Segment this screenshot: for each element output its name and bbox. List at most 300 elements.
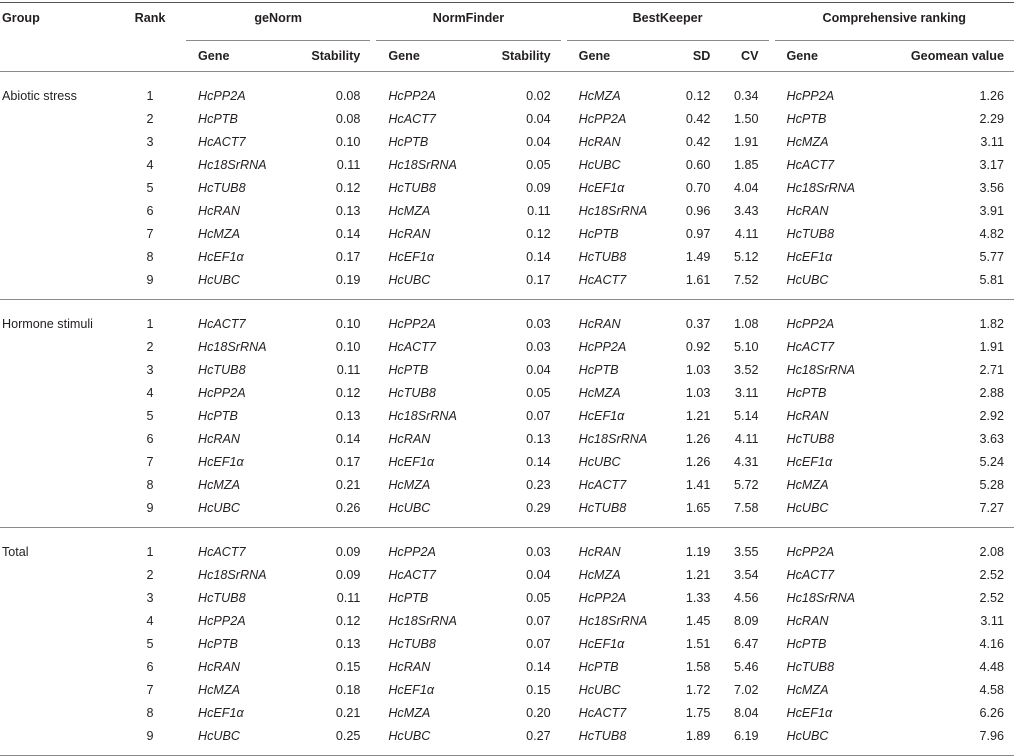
bestkeeper-cv-cell: 7.52 <box>720 268 768 300</box>
genorm-stability-cell: 0.17 <box>292 245 371 268</box>
comprehensive-gene-cell: HcACT7 <box>775 563 881 586</box>
genorm-stability-cell: 0.14 <box>292 222 371 245</box>
genorm-gene-cell: HcPP2A <box>186 381 292 404</box>
normfinder-stability-cell: 0.03 <box>482 528 561 564</box>
rank-cell: 2 <box>114 335 186 358</box>
rank-cell: 9 <box>114 268 186 300</box>
bestkeeper-sd-cell: 1.51 <box>672 632 720 655</box>
table-row <box>0 496 1014 528</box>
genorm-stability-cell: 0.10 <box>292 300 371 336</box>
table-row <box>0 701 1014 724</box>
geomean-value-cell: 4.48 <box>880 655 1014 678</box>
genorm-gene-cell: HcUBC <box>186 496 292 528</box>
normfinder-gene-cell: HcPP2A <box>376 72 482 108</box>
genorm-stability-cell: 0.14 <box>292 427 371 450</box>
genorm-stability-cell: 0.13 <box>292 404 371 427</box>
normfinder-gene-cell: HcTUB8 <box>376 632 482 655</box>
genorm-stability-cell: 0.09 <box>292 528 371 564</box>
normfinder-stability-cell: 0.14 <box>482 245 561 268</box>
genorm-stability-cell: 0.12 <box>292 176 371 199</box>
geomean-value-cell: 6.26 <box>880 701 1014 724</box>
rank-cell: 8 <box>114 473 186 496</box>
comprehensive-gene-cell: HcEF1α <box>775 245 881 268</box>
bestkeeper-gene-cell: HcMZA <box>567 72 673 108</box>
normfinder-gene-cell: HcUBC <box>376 268 482 300</box>
bestkeeper-gene-cell: HcUBC <box>567 450 673 473</box>
bestkeeper-gene-cell: HcACT7 <box>567 473 673 496</box>
normfinder-stability-cell: 0.11 <box>482 199 561 222</box>
header-comprehensive-gene: Gene <box>775 41 881 72</box>
genorm-stability-cell: 0.10 <box>292 335 371 358</box>
bestkeeper-gene-cell: HcTUB8 <box>567 724 673 756</box>
normfinder-stability-cell: 0.14 <box>482 450 561 473</box>
normfinder-stability-cell: 0.02 <box>482 72 561 108</box>
geomean-value-cell: 3.56 <box>880 176 1014 199</box>
normfinder-stability-cell: 0.27 <box>482 724 561 756</box>
bestkeeper-sd-cell: 1.41 <box>672 473 720 496</box>
genorm-gene-cell: HcRAN <box>186 427 292 450</box>
normfinder-stability-cell: 0.15 <box>482 678 561 701</box>
genorm-gene-cell: HcEF1α <box>186 701 292 724</box>
geomean-value-cell: 3.63 <box>880 427 1014 450</box>
group-label: Hormone stimuli <box>0 300 114 336</box>
bestkeeper-sd-cell: 0.92 <box>672 335 720 358</box>
normfinder-stability-cell: 0.07 <box>482 404 561 427</box>
bestkeeper-gene-cell: Hc18SrRNA <box>567 199 673 222</box>
bestkeeper-sd-cell: 0.37 <box>672 300 720 336</box>
comprehensive-gene-cell: Hc18SrRNA <box>775 586 881 609</box>
genorm-gene-cell: HcACT7 <box>186 528 292 564</box>
rank-cell: 8 <box>114 701 186 724</box>
bestkeeper-cv-cell: 0.34 <box>720 72 768 108</box>
rank-cell: 6 <box>114 655 186 678</box>
geomean-value-cell: 7.96 <box>880 724 1014 756</box>
rank-cell: 2 <box>114 107 186 130</box>
table-row <box>0 678 1014 701</box>
table-row <box>0 563 1014 586</box>
bestkeeper-sd-cell: 1.45 <box>672 609 720 632</box>
genorm-gene-cell: HcMZA <box>186 473 292 496</box>
table-row <box>0 655 1014 678</box>
bestkeeper-sd-cell: 1.89 <box>672 724 720 756</box>
normfinder-gene-cell: HcEF1α <box>376 245 482 268</box>
rank-cell: 5 <box>114 176 186 199</box>
bestkeeper-sd-cell: 1.03 <box>672 358 720 381</box>
rank-cell: 7 <box>114 222 186 245</box>
genorm-gene-cell: HcRAN <box>186 199 292 222</box>
genorm-gene-cell: HcPTB <box>186 404 292 427</box>
bestkeeper-gene-cell: HcRAN <box>567 528 673 564</box>
bestkeeper-cv-cell: 3.43 <box>720 199 768 222</box>
genorm-gene-cell: HcEF1α <box>186 450 292 473</box>
bestkeeper-cv-cell: 4.31 <box>720 450 768 473</box>
bestkeeper-gene-cell: HcPP2A <box>567 586 673 609</box>
normfinder-stability-cell: 0.05 <box>482 586 561 609</box>
rank-cell: 2 <box>114 563 186 586</box>
rank-cell: 1 <box>114 528 186 564</box>
table-row <box>0 153 1014 176</box>
table-row <box>0 724 1014 756</box>
comprehensive-gene-cell: HcPTB <box>775 381 881 404</box>
normfinder-gene-cell: HcRAN <box>376 655 482 678</box>
bestkeeper-gene-cell: HcPP2A <box>567 107 673 130</box>
rank-cell: 6 <box>114 427 186 450</box>
normfinder-gene-cell: HcUBC <box>376 496 482 528</box>
genorm-stability-cell: 0.12 <box>292 609 371 632</box>
bestkeeper-gene-cell: HcACT7 <box>567 701 673 724</box>
header-bestkeeper-sd: SD <box>672 41 720 72</box>
bestkeeper-sd-cell: 1.26 <box>672 427 720 450</box>
normfinder-gene-cell: HcMZA <box>376 199 482 222</box>
bestkeeper-sd-cell: 1.03 <box>672 381 720 404</box>
rank-cell: 5 <box>114 632 186 655</box>
header-bestkeeper-gene: Gene <box>567 41 673 72</box>
genorm-stability-cell: 0.26 <box>292 496 371 528</box>
genorm-stability-cell: 0.13 <box>292 199 371 222</box>
bestkeeper-cv-cell: 7.58 <box>720 496 768 528</box>
bestkeeper-sd-cell: 0.42 <box>672 130 720 153</box>
bestkeeper-gene-cell: HcEF1α <box>567 632 673 655</box>
bestkeeper-sd-cell: 0.70 <box>672 176 720 199</box>
geomean-value-cell: 3.17 <box>880 153 1014 176</box>
bestkeeper-sd-cell: 1.61 <box>672 268 720 300</box>
comprehensive-gene-cell: Hc18SrRNA <box>775 358 881 381</box>
normfinder-gene-cell: HcTUB8 <box>376 381 482 404</box>
table-row <box>0 586 1014 609</box>
normfinder-gene-cell: Hc18SrRNA <box>376 609 482 632</box>
normfinder-stability-cell: 0.23 <box>482 473 561 496</box>
geomean-value-cell: 1.82 <box>880 300 1014 336</box>
header-normfinder: NormFinder <box>376 3 560 41</box>
rank-cell: 4 <box>114 381 186 404</box>
bestkeeper-cv-cell: 6.19 <box>720 724 768 756</box>
bestkeeper-sd-cell: 1.75 <box>672 701 720 724</box>
normfinder-stability-cell: 0.04 <box>482 130 561 153</box>
comprehensive-gene-cell: HcPTB <box>775 107 881 130</box>
bestkeeper-cv-cell: 4.56 <box>720 586 768 609</box>
header-comprehensive: Comprehensive ranking <box>775 3 1014 41</box>
genorm-gene-cell: HcTUB8 <box>186 176 292 199</box>
normfinder-gene-cell: HcRAN <box>376 427 482 450</box>
genorm-stability-cell: 0.13 <box>292 632 371 655</box>
comprehensive-gene-cell: HcUBC <box>775 724 881 756</box>
normfinder-stability-cell: 0.07 <box>482 632 561 655</box>
normfinder-gene-cell: HcPTB <box>376 358 482 381</box>
bestkeeper-gene-cell: HcMZA <box>567 563 673 586</box>
geomean-value-cell: 2.88 <box>880 381 1014 404</box>
genorm-gene-cell: Hc18SrRNA <box>186 563 292 586</box>
bestkeeper-gene-cell: HcUBC <box>567 678 673 701</box>
comprehensive-gene-cell: HcMZA <box>775 130 881 153</box>
genorm-stability-cell: 0.17 <box>292 450 371 473</box>
bestkeeper-cv-cell: 1.85 <box>720 153 768 176</box>
table-row <box>0 268 1014 300</box>
normfinder-gene-cell: HcEF1α <box>376 678 482 701</box>
table-row <box>0 404 1014 427</box>
normfinder-stability-cell: 0.03 <box>482 300 561 336</box>
geomean-value-cell: 4.82 <box>880 222 1014 245</box>
bestkeeper-sd-cell: 1.65 <box>672 496 720 528</box>
comprehensive-gene-cell: HcRAN <box>775 609 881 632</box>
bestkeeper-cv-cell: 3.52 <box>720 358 768 381</box>
genorm-gene-cell: HcUBC <box>186 724 292 756</box>
normfinder-stability-cell: 0.04 <box>482 563 561 586</box>
bestkeeper-gene-cell: HcTUB8 <box>567 496 673 528</box>
genorm-gene-cell: HcACT7 <box>186 130 292 153</box>
normfinder-stability-cell: 0.20 <box>482 701 561 724</box>
comprehensive-gene-cell: HcACT7 <box>775 335 881 358</box>
geomean-value-cell: 7.27 <box>880 496 1014 528</box>
normfinder-stability-cell: 0.12 <box>482 222 561 245</box>
table-row <box>0 609 1014 632</box>
rank-cell: 7 <box>114 678 186 701</box>
normfinder-stability-cell: 0.04 <box>482 358 561 381</box>
header-group: Group <box>0 3 114 41</box>
header-genorm: geNorm <box>186 3 370 41</box>
normfinder-gene-cell: HcTUB8 <box>376 176 482 199</box>
genorm-stability-cell: 0.11 <box>292 358 371 381</box>
table-row <box>0 358 1014 381</box>
comprehensive-gene-cell: HcTUB8 <box>775 222 881 245</box>
comprehensive-gene-cell: HcPP2A <box>775 300 881 336</box>
rank-cell: 3 <box>114 358 186 381</box>
bestkeeper-cv-cell: 5.72 <box>720 473 768 496</box>
bestkeeper-cv-cell: 5.14 <box>720 404 768 427</box>
header-row-sub <box>0 41 1014 72</box>
genorm-stability-cell: 0.08 <box>292 107 371 130</box>
group-label: Abiotic stress <box>0 72 114 108</box>
geomean-value-cell: 3.11 <box>880 609 1014 632</box>
comprehensive-gene-cell: HcUBC <box>775 268 881 300</box>
table-row <box>0 381 1014 404</box>
geomean-value-cell: 2.08 <box>880 528 1014 564</box>
genorm-gene-cell: HcPTB <box>186 107 292 130</box>
genorm-gene-cell: HcTUB8 <box>186 358 292 381</box>
header-genorm-gene: Gene <box>186 41 292 72</box>
table-row <box>0 72 1014 108</box>
geomean-value-cell: 1.26 <box>880 72 1014 108</box>
genorm-gene-cell: HcMZA <box>186 678 292 701</box>
normfinder-gene-cell: HcUBC <box>376 724 482 756</box>
normfinder-stability-cell: 0.17 <box>482 268 561 300</box>
bestkeeper-gene-cell: HcPTB <box>567 222 673 245</box>
geomean-value-cell: 4.16 <box>880 632 1014 655</box>
table-row <box>0 222 1014 245</box>
bestkeeper-sd-cell: 1.19 <box>672 528 720 564</box>
genorm-stability-cell: 0.08 <box>292 72 371 108</box>
header-normfinder-gene: Gene <box>376 41 482 72</box>
normfinder-gene-cell: HcACT7 <box>376 335 482 358</box>
geomean-value-cell: 4.58 <box>880 678 1014 701</box>
geomean-value-cell: 3.91 <box>880 199 1014 222</box>
geomean-value-cell: 2.29 <box>880 107 1014 130</box>
normfinder-gene-cell: HcRAN <box>376 222 482 245</box>
bestkeeper-sd-cell: 1.49 <box>672 245 720 268</box>
bestkeeper-sd-cell: 1.21 <box>672 563 720 586</box>
rank-cell: 9 <box>114 496 186 528</box>
genorm-gene-cell: HcPP2A <box>186 72 292 108</box>
rank-cell: 1 <box>114 72 186 108</box>
bestkeeper-cv-cell: 5.46 <box>720 655 768 678</box>
normfinder-gene-cell: HcPP2A <box>376 300 482 336</box>
rank-cell: 9 <box>114 724 186 756</box>
bestkeeper-gene-cell: HcEF1α <box>567 404 673 427</box>
comprehensive-gene-cell: HcACT7 <box>775 153 881 176</box>
table-row <box>0 176 1014 199</box>
bestkeeper-sd-cell: 0.42 <box>672 107 720 130</box>
bestkeeper-gene-cell: HcRAN <box>567 130 673 153</box>
rank-cell: 7 <box>114 450 186 473</box>
table-row <box>0 300 1014 336</box>
genorm-stability-cell: 0.11 <box>292 586 371 609</box>
comprehensive-gene-cell: Hc18SrRNA <box>775 176 881 199</box>
normfinder-stability-cell: 0.07 <box>482 609 561 632</box>
bestkeeper-cv-cell: 4.04 <box>720 176 768 199</box>
bestkeeper-sd-cell: 0.97 <box>672 222 720 245</box>
header-bestkeeper-cv: CV <box>720 41 768 72</box>
table-row <box>0 130 1014 153</box>
genorm-gene-cell: Hc18SrRNA <box>186 153 292 176</box>
bestkeeper-cv-cell: 8.09 <box>720 609 768 632</box>
comprehensive-gene-cell: HcUBC <box>775 496 881 528</box>
normfinder-stability-cell: 0.09 <box>482 176 561 199</box>
rank-cell: 8 <box>114 245 186 268</box>
normfinder-gene-cell: HcPTB <box>376 130 482 153</box>
table-row <box>0 473 1014 496</box>
bestkeeper-gene-cell: HcTUB8 <box>567 245 673 268</box>
genorm-stability-cell: 0.25 <box>292 724 371 756</box>
normfinder-stability-cell: 0.05 <box>482 153 561 176</box>
comprehensive-gene-cell: HcMZA <box>775 473 881 496</box>
normfinder-stability-cell: 0.29 <box>482 496 561 528</box>
comprehensive-gene-cell: HcRAN <box>775 404 881 427</box>
bestkeeper-sd-cell: 0.12 <box>672 72 720 108</box>
comprehensive-gene-cell: HcTUB8 <box>775 427 881 450</box>
table-row <box>0 107 1014 130</box>
bestkeeper-cv-cell: 7.02 <box>720 678 768 701</box>
bestkeeper-cv-cell: 1.08 <box>720 300 768 336</box>
bestkeeper-gene-cell: HcUBC <box>567 153 673 176</box>
header-geomean: Geomean value <box>880 41 1014 72</box>
bestkeeper-sd-cell: 0.60 <box>672 153 720 176</box>
genorm-stability-cell: 0.21 <box>292 473 371 496</box>
bestkeeper-cv-cell: 1.91 <box>720 130 768 153</box>
comprehensive-gene-cell: HcEF1α <box>775 450 881 473</box>
rank-cell: 4 <box>114 609 186 632</box>
bestkeeper-cv-cell: 6.47 <box>720 632 768 655</box>
bestkeeper-cv-cell: 3.54 <box>720 563 768 586</box>
rank-cell: 4 <box>114 153 186 176</box>
header-normfinder-stability: Stability <box>482 41 561 72</box>
genorm-gene-cell: HcPTB <box>186 632 292 655</box>
table-body <box>0 72 1014 756</box>
normfinder-gene-cell: HcMZA <box>376 701 482 724</box>
genorm-gene-cell: HcUBC <box>186 268 292 300</box>
comprehensive-gene-cell: HcTUB8 <box>775 655 881 678</box>
normfinder-gene-cell: HcPTB <box>376 586 482 609</box>
genorm-stability-cell: 0.18 <box>292 678 371 701</box>
rank-cell: 5 <box>114 404 186 427</box>
normfinder-gene-cell: HcACT7 <box>376 563 482 586</box>
table-row <box>0 528 1014 564</box>
normfinder-gene-cell: Hc18SrRNA <box>376 404 482 427</box>
header-bestkeeper: BestKeeper <box>567 3 769 41</box>
genorm-gene-cell: HcTUB8 <box>186 586 292 609</box>
bestkeeper-gene-cell: HcPTB <box>567 655 673 678</box>
stability-ranking-table <box>0 2 1014 756</box>
geomean-value-cell: 5.28 <box>880 473 1014 496</box>
normfinder-gene-cell: HcPP2A <box>376 528 482 564</box>
genorm-stability-cell: 0.21 <box>292 701 371 724</box>
genorm-stability-cell: 0.11 <box>292 153 371 176</box>
geomean-value-cell: 2.92 <box>880 404 1014 427</box>
bestkeeper-cv-cell: 8.04 <box>720 701 768 724</box>
header-rank: Rank <box>114 3 186 41</box>
bestkeeper-cv-cell: 4.11 <box>720 427 768 450</box>
genorm-gene-cell: Hc18SrRNA <box>186 335 292 358</box>
comprehensive-gene-cell: HcPP2A <box>775 528 881 564</box>
geomean-value-cell: 3.11 <box>880 130 1014 153</box>
bestkeeper-sd-cell: 0.96 <box>672 199 720 222</box>
normfinder-gene-cell: HcEF1α <box>376 450 482 473</box>
geomean-value-cell: 2.52 <box>880 586 1014 609</box>
genorm-gene-cell: HcEF1α <box>186 245 292 268</box>
bestkeeper-sd-cell: 1.33 <box>672 586 720 609</box>
bestkeeper-sd-cell: 1.26 <box>672 450 720 473</box>
geomean-value-cell: 1.91 <box>880 335 1014 358</box>
normfinder-stability-cell: 0.05 <box>482 381 561 404</box>
comprehensive-gene-cell: HcEF1α <box>775 701 881 724</box>
geomean-value-cell: 5.24 <box>880 450 1014 473</box>
genorm-stability-cell: 0.12 <box>292 381 371 404</box>
bestkeeper-cv-cell: 3.11 <box>720 381 768 404</box>
table-row <box>0 335 1014 358</box>
comprehensive-gene-cell: HcMZA <box>775 678 881 701</box>
normfinder-stability-cell: 0.03 <box>482 335 561 358</box>
geomean-value-cell: 2.52 <box>880 563 1014 586</box>
geomean-value-cell: 5.77 <box>880 245 1014 268</box>
comprehensive-gene-cell: HcPP2A <box>775 72 881 108</box>
bestkeeper-cv-cell: 5.12 <box>720 245 768 268</box>
rank-cell: 6 <box>114 199 186 222</box>
comprehensive-gene-cell: HcRAN <box>775 199 881 222</box>
genorm-stability-cell: 0.10 <box>292 130 371 153</box>
group-label: Total <box>0 528 114 564</box>
bestkeeper-gene-cell: Hc18SrRNA <box>567 609 673 632</box>
bestkeeper-gene-cell: HcMZA <box>567 381 673 404</box>
table-row <box>0 427 1014 450</box>
genorm-stability-cell: 0.09 <box>292 563 371 586</box>
table-row <box>0 450 1014 473</box>
genorm-gene-cell: HcRAN <box>186 655 292 678</box>
bestkeeper-gene-cell: HcACT7 <box>567 268 673 300</box>
bestkeeper-sd-cell: 1.21 <box>672 404 720 427</box>
bestkeeper-cv-cell: 3.55 <box>720 528 768 564</box>
comprehensive-gene-cell: HcPTB <box>775 632 881 655</box>
genorm-gene-cell: HcPP2A <box>186 609 292 632</box>
bestkeeper-cv-cell: 4.11 <box>720 222 768 245</box>
table-row <box>0 245 1014 268</box>
normfinder-stability-cell: 0.04 <box>482 107 561 130</box>
bestkeeper-cv-cell: 5.10 <box>720 335 768 358</box>
geomean-value-cell: 5.81 <box>880 268 1014 300</box>
bestkeeper-sd-cell: 1.58 <box>672 655 720 678</box>
genorm-gene-cell: HcMZA <box>186 222 292 245</box>
bestkeeper-gene-cell: HcPP2A <box>567 335 673 358</box>
genorm-stability-cell: 0.15 <box>292 655 371 678</box>
bestkeeper-gene-cell: Hc18SrRNA <box>567 427 673 450</box>
rank-cell: 3 <box>114 130 186 153</box>
